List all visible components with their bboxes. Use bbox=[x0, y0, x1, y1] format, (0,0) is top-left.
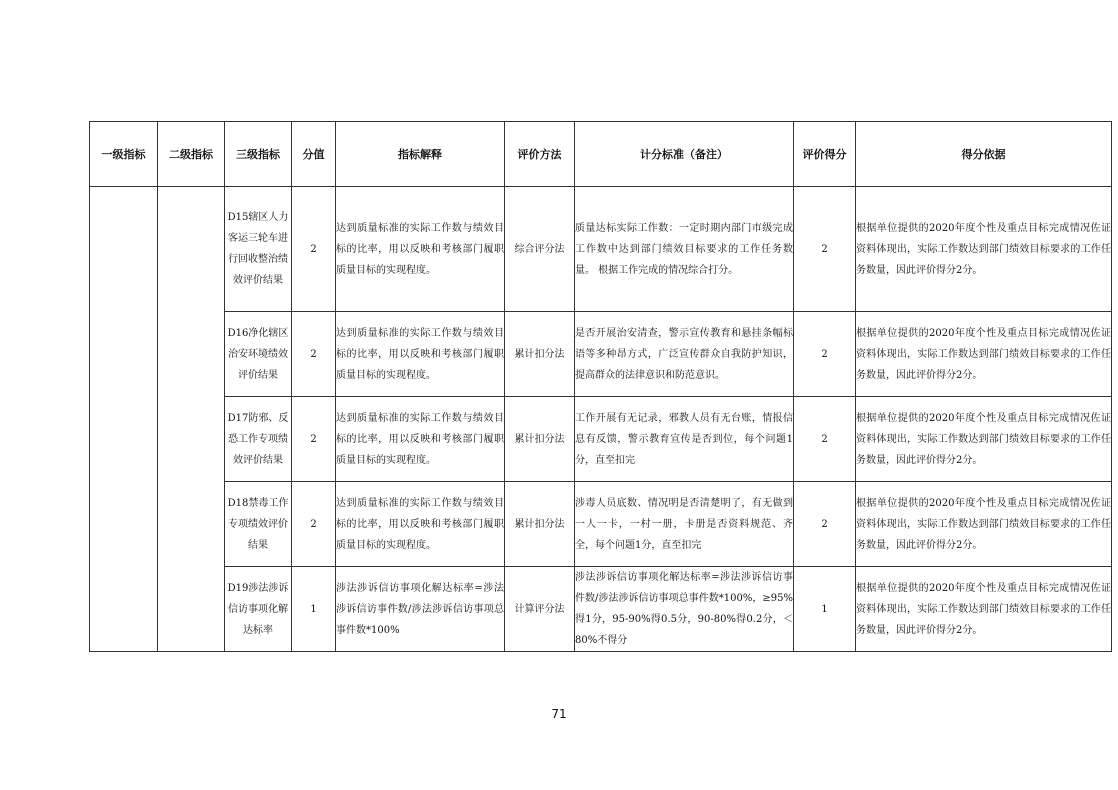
header-explanation: 指标解释 bbox=[336, 122, 505, 187]
header-level2: 二级指标 bbox=[158, 122, 225, 187]
criteria-cell: 涉毒人员底数、情况明是否清楚明了，有无做到一人一卡，一村一册，卡册是否资料规范、齐全，每个问题1分，直至扣完 bbox=[575, 482, 794, 567]
table-row bbox=[90, 312, 1112, 397]
level3-cell: D19涉法涉诉信访事项化解达标率 bbox=[225, 567, 292, 652]
explanation-cell: 达到质量标准的实际工作数与绩效目标的比率，用以反映和考核部门履职质量目标的实现程度。 bbox=[336, 187, 505, 312]
criteria-cell: 是否开展治安清查，警示宣传教育和悬挂条幅标语等多种昂方式，广泛宣传群众自我防护知识，提高群众的法律意识和防范意识。 bbox=[575, 312, 794, 397]
table-row bbox=[90, 187, 1112, 312]
basis-cell: 根据单位提供的2020年度个性及重点目标完成情况佐证资料体现出，实际工作数达到部门绩效目标要求的工作任务数量，因此评价得分2分。 bbox=[856, 312, 1112, 397]
header-score: 评价得分 bbox=[794, 122, 856, 187]
header-level1: 一级指标 bbox=[90, 122, 158, 187]
score-cell: 2 bbox=[794, 482, 856, 567]
basis-cell: 根据单位提供的2020年度个性及重点目标完成情况佐证资料体现出，实际工作数达到部门绩效目标要求的工作任务数量，因此评价得分2分。 bbox=[856, 567, 1112, 652]
basis-cell: 根据单位提供的2020年度个性及重点目标完成情况佐证资料体现出，实际工作数达到部门绩效目标要求的工作任务数量，因此评价得分2分。 bbox=[856, 187, 1112, 312]
method-cell: 累计扣分法 bbox=[505, 482, 575, 567]
header-level3: 三级指标 bbox=[225, 122, 292, 187]
page-number: 71 bbox=[551, 707, 567, 721]
method-cell: 计算评分法 bbox=[505, 567, 575, 652]
method-cell: 累计扣分法 bbox=[505, 312, 575, 397]
explanation-cell: 达到质量标准的实际工作数与绩效目标的比率，用以反映和考核部门履职质量目标的实现程度。 bbox=[336, 482, 505, 567]
explanation-cell: 涉法涉诉信访事项化解达标率=涉法涉诉信访事件数/涉法涉诉信访事项总事件数*100% bbox=[336, 567, 505, 652]
table-row bbox=[90, 482, 1112, 567]
criteria-cell: 质量达标实际工作数：一定时期内部门市级完成工作数中达到部门绩效目标要求的工作任务数量。 根据工作完成的情况综合打分。 bbox=[575, 187, 794, 312]
method-cell: 累计扣分法 bbox=[505, 397, 575, 482]
level1-cell bbox=[90, 187, 158, 652]
level3-cell: D17防邪、反恐工作专项绩效评价结果 bbox=[225, 397, 292, 482]
header-score-value: 分值 bbox=[292, 122, 336, 187]
header-basis: 得分依据 bbox=[856, 122, 1112, 187]
score-cell: 2 bbox=[794, 187, 856, 312]
explanation-cell: 达到质量标准的实际工作数与绩效目标的比率，用以反映和考核部门履职质量目标的实现程度。 bbox=[336, 312, 505, 397]
score-value-cell: 2 bbox=[292, 187, 336, 312]
score-cell: 2 bbox=[794, 397, 856, 482]
level3-cell: D18禁毒工作专项绩效评价结果 bbox=[225, 482, 292, 567]
level3-cell: D16净化辖区治安环境绩效评价结果 bbox=[225, 312, 292, 397]
basis-cell: 根据单位提供的2020年度个性及重点目标完成情况佐证资料体现出，实际工作数达到部门绩效目标要求的工作任务数量，因此评价得分2分。 bbox=[856, 397, 1112, 482]
table-row bbox=[90, 567, 1112, 652]
level3-cell: D15辖区人力客运三轮车进行回收整治绩效评价结果 bbox=[225, 187, 292, 312]
evaluation-table bbox=[89, 121, 1112, 652]
score-value-cell: 1 bbox=[292, 567, 336, 652]
header-method: 评价方法 bbox=[505, 122, 575, 187]
level2-cell bbox=[158, 187, 225, 652]
score-cell: 2 bbox=[794, 312, 856, 397]
score-value-cell: 2 bbox=[292, 482, 336, 567]
table-row bbox=[90, 397, 1112, 482]
score-value-cell: 2 bbox=[292, 397, 336, 482]
method-cell: 综合评分法 bbox=[505, 187, 575, 312]
score-value-cell: 2 bbox=[292, 312, 336, 397]
score-cell: 1 bbox=[794, 567, 856, 652]
table-header-row bbox=[90, 122, 1112, 187]
criteria-cell: 涉法涉诉信访事项化解达标率=涉法涉诉信访事件数/涉法涉诉信访事项总事件数*100%，≥95%得1分，95-90%得0.5分，90-80%得0.2分，＜80%不得分 bbox=[575, 567, 794, 652]
basis-cell: 根据单位提供的2020年度个性及重点目标完成情况佐证资料体现出，实际工作数达到部门绩效目标要求的工作任务数量，因此评价得分2分。 bbox=[856, 482, 1112, 567]
explanation-cell: 达到质量标准的实际工作数与绩效目标的比率，用以反映和考核部门履职质量目标的实现程度。 bbox=[336, 397, 505, 482]
criteria-cell: 工作开展有无记录，邪教人员有无台账，情报信息有反馈，警示教育宣传是否到位，每个问题1分，直至扣完 bbox=[575, 397, 794, 482]
header-criteria: 计分标准（备注） bbox=[575, 122, 794, 187]
